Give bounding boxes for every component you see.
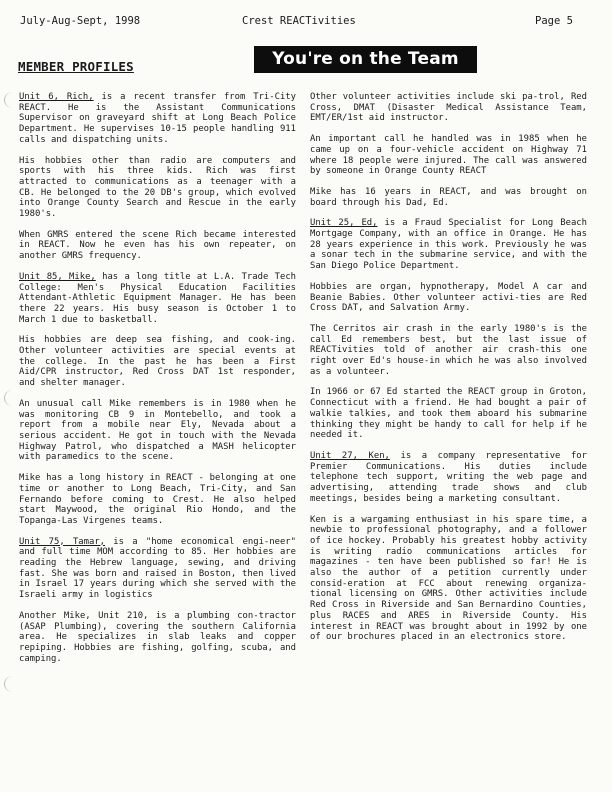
- profile-name: Unit 6, Rich,: [19, 92, 94, 102]
- paragraph-text: An important call he handled was in 1985 when he came up on a four-vehicle accident on Highway 71 where 18 people were injured. The call was answered by someone in Orange County REACT: [310, 134, 587, 177]
- profile-name: Unit 25, Ed,: [310, 218, 378, 229]
- profile-paragraph: [310, 515, 587, 643]
- issue-date: July-Aug-Sept, 1998: [20, 15, 141, 27]
- profile-paragraph: [19, 230, 296, 262]
- profile-paragraph: [310, 451, 587, 505]
- profile-paragraph: [310, 324, 587, 378]
- paragraph-text: Other volunteer activities include ski pa-trol, Red Cross, DMAT (Disaster Medical Assistance Team, EMT/ER/1st aid instructor.: [310, 92, 587, 124]
- paragraph-text: His hobbies other than radio are computers and sports with his three kids. Rich was first attracted to communications as a teenager with a CB. He belonged to the 20 DB's group, which evolved into Orange County Search and Rescue in the early 1980's.: [19, 155, 296, 220]
- paragraph-text: His hobbies are deep sea fishing, and cook-ing. Other volunteer activities are special events at the college. In the past he has been a First Aid/CPR instructor, Red Cross DAT 1st responder, and shelter manager.: [19, 335, 296, 389]
- left-column: [19, 92, 296, 674]
- profile-paragraph: [19, 537, 296, 601]
- paragraph-text: Mike has a long history in REACT - belonging at one time or another to Long Beach, Tri-City, and San Fernando before coming to Crest. He also helped start Maywood, the original Rio Hondo, and the Topanga-Las Virgenes teams.: [19, 473, 296, 526]
- profile-paragraph: [19, 156, 296, 220]
- paragraph-text: Ken is a wargaming enthusiast in his spare time, a newbie to professional photography, and a follower of ice hockey. Probably his greatest hobby activity is writing radio communications articles for magazines - ten have been published so far! He is also the author of a petition currently under consid-eration at FCC about renewing organiza-tional licensing on GMRS. Other activities include Red Cross in Riverside and San Bernardino Counties, plus RACES and ARES in Riverside County. His interest in REACT was brought about in 1992 by one of our brochures placed in an electronics store.: [310, 514, 587, 643]
- profile-paragraph: [310, 134, 587, 177]
- paragraph-text: is a "home economical engi-neer" and full time MOM according to 85. Her hobbies are reading the Hebrew language, sewing, and driving fast. She was born and raised in Boston, then lived in Israel 17 years during which she served with the Israeli army in logistics: [19, 536, 296, 601]
- profile-paragraph: [310, 187, 587, 208]
- section-title: MEMBER PROFILES: [18, 59, 134, 74]
- paragraph-text: is a company representative for Premier Communications. His duties include telephone tech support, writing the web page and advertising, attending trade shows and club meetings, besides being a marketing consultant.: [310, 450, 587, 504]
- paragraph-text: The Cerritos air crash in the early 1980's is the call Ed remembers best, but the last issue of REACTivities told of another air crash-this one right over Ed's house-in which he was also involved as a volunteer.: [310, 323, 587, 377]
- profile-paragraph: [310, 387, 587, 441]
- paragraph-text: An unusual call Mike remembers is in 1980 when he was monitoring CB 9 in Montebello, and took a report from a mobile near Ely, Nevada about a serious accident. He got in touch with the Nevada Highway Patrol, who dispatched a MASH helicopter with paramedics to the scene.: [19, 398, 296, 463]
- paragraph-text: Hobbies are organ, hypnotherapy, Model A car and Beanie Babies. Other volunteer activi-ties are Red Cross DAT, and Salvation Army.: [310, 281, 587, 314]
- paragraph-text: has a long title at L.A. Trade Tech College: Men's Physical Education Facilities Attendant-Athletic Equipment Manager. He has been there 22 years. His busy season is October 1 to March 1 due to basketball.: [19, 271, 296, 325]
- paragraph-text: When GMRS entered the scene Rich became interested in REACT. Now he even has his own repeater, on another GMRS frequency.: [19, 229, 296, 262]
- profile-paragraph: [19, 335, 296, 389]
- profile-paragraph: [19, 399, 296, 463]
- profile-paragraph: [310, 218, 587, 272]
- profile-paragraph: [310, 92, 587, 124]
- profile-name: Unit 27, Ken,: [310, 450, 390, 461]
- paragraph-text: is a recent transfer from Tri-City REACT. He is the Assistant Communications Supervisor on graveyard shift at Long Beach Police Department. He supervises 10-15 people handling 911 calls and dispatching units.: [19, 92, 296, 145]
- team-banner: You're on the Team: [254, 46, 477, 73]
- paragraph-text: In 1966 or 67 Ed started the REACT group in Groton, Connecticut with a friend. He had bought a pair of walkie talkies, and took them aboard his submarine thinking they might be handy to call for help if he needed it.: [310, 387, 587, 441]
- page-number: Page 5: [535, 15, 573, 27]
- profile-name: Unit 85, Mike,: [19, 271, 96, 282]
- paragraph-text: Mike has 16 years in REACT, and was brought on board through his Dad, Ed.: [310, 186, 587, 208]
- profile-paragraph: [19, 473, 296, 527]
- profile-paragraph: [19, 92, 296, 146]
- paragraph-text: Another Mike, Unit 210, is a plumbing con-tractor (ASAP Plumbing), covering the southern California area. He specializes in slab leaks and copper repiping. Hobbies are fishing, golfing, scuba, and camping.: [19, 610, 296, 664]
- punch-hole-mark: [4, 676, 21, 692]
- profile-paragraph: [19, 272, 296, 326]
- right-column: [310, 92, 587, 653]
- profile-name: Unit 75, Tamar,: [19, 536, 106, 547]
- profile-paragraph: [19, 611, 296, 665]
- profile-paragraph: [310, 282, 587, 314]
- paragraph-text: is a Fraud Specialist for Long Beach Mortgage Company, with an office in Orange. He has 28 years experience in this work. Previously he was a sonar tech in the submarine service, and with the San Diego Police Department.: [310, 218, 587, 272]
- newsletter-title: Crest REACTivities: [242, 15, 356, 27]
